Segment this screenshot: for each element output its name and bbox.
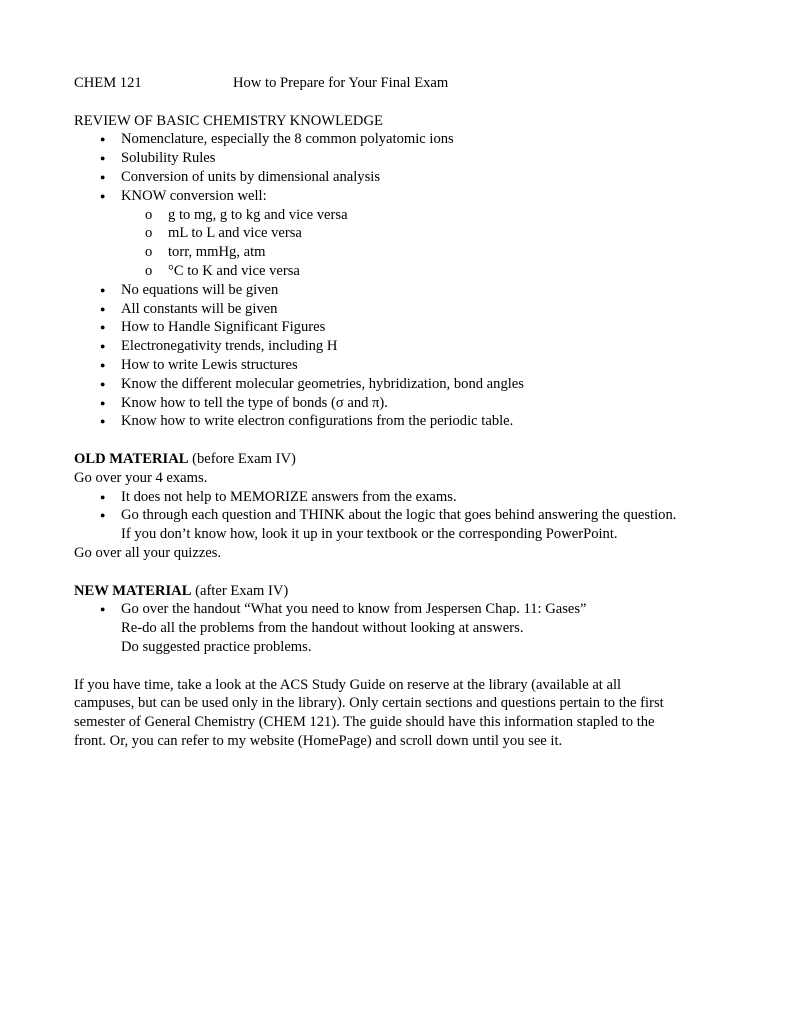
bullet-icon: ● [100, 416, 106, 427]
bullet-icon: ● [100, 359, 106, 370]
course-code: CHEM 121 [74, 75, 142, 91]
list-item-continuation: Re-do all the problems from the handout without looking at answers. [121, 620, 524, 637]
bullet-icon: ● [100, 322, 106, 333]
list-item: ● How to write Lewis structures [100, 356, 298, 373]
sub-list-item: o torr, mmHg, atm [145, 244, 266, 261]
paragraph-line: semester of General Chemistry (CHEM 121). The guide should have this information stapled to the [74, 714, 655, 731]
bullet-icon: ● [100, 284, 106, 295]
list-item: ● Solubility Rules [100, 150, 216, 167]
list-item: ● Go through each question and THINK about the logic that goes behind answering the question. [100, 507, 677, 524]
document-page [74, 74, 724, 751]
paragraph-line: front. Or, you can refer to my website (HomePage) and scroll down until you see it. [74, 732, 563, 749]
sub-list-item: o g to mg, g to kg and vice versa [145, 206, 348, 223]
list-item: ● Conversion of units by dimensional analysis [100, 168, 381, 185]
circle-bullet-icon: o [145, 244, 153, 261]
list-item: ● Go over the handout “What you need to know from Jespersen Chap. 11: Gases” [100, 601, 587, 618]
list-item-continuation: If you don’t know how, look it up in your textbook or the corresponding PowerPoint. [121, 526, 618, 543]
paragraph-line: If you have time, take a look at the ACS Study Guide on reserve at the library (available at all [74, 676, 622, 693]
bullet-icon: ● [100, 303, 106, 314]
circle-bullet-icon: o [145, 225, 153, 242]
list-item: ● No equations will be given [100, 281, 279, 298]
bullet-icon: ● [100, 491, 106, 502]
sub-list-item: o mL to L and vice versa [145, 225, 302, 242]
list-item: ● It does not help to MEMORIZE answers from the exams. [100, 488, 457, 505]
list-item: ● Electronegativity trends, including H [100, 338, 338, 355]
bullet-icon: ● [100, 378, 106, 389]
bullet-icon: ● [100, 171, 106, 182]
bullet-icon: ● [100, 153, 106, 164]
old-material-heading: OLD MATERIAL (before Exam IV) [74, 450, 296, 467]
list-item: ● Know how to tell the type of bonds (σ and π). [100, 394, 388, 411]
circle-bullet-icon: o [145, 206, 153, 223]
list-item: ● KNOW conversion well: [100, 187, 267, 204]
old-material-outro: Go over all your quizzes. [74, 544, 222, 561]
review-heading: REVIEW OF BASIC CHEMISTRY KNOWLEDGE [74, 112, 383, 129]
bullet-icon: ● [100, 604, 106, 615]
list-item: ● All constants will be given [100, 300, 278, 317]
sub-list-item: o °C to K and vice versa [145, 262, 300, 279]
bullet-icon: ● [100, 510, 106, 521]
bullet-icon: ● [100, 190, 106, 201]
bullet-icon: ● [100, 134, 106, 145]
document-title: How to Prepare for Your Final Exam [233, 75, 449, 91]
old-material-intro: Go over your 4 exams. [74, 469, 208, 486]
list-item: ● Know how to write electron configurations from the periodic table. [100, 413, 514, 430]
bullet-icon: ● [100, 341, 106, 352]
list-item: ● Nomenclature, especially the 8 common polyatomic ions [100, 131, 454, 148]
list-item-continuation: Do suggested practice problems. [121, 638, 312, 655]
paragraph-line: campuses, but can be used only in the library). Only certain sections and questions pertain to the first [74, 695, 664, 712]
document-header [74, 74, 724, 93]
circle-bullet-icon: o [145, 262, 153, 279]
new-material-heading: NEW MATERIAL (after Exam IV) [74, 582, 289, 599]
list-item: ● Know the different molecular geometries, hybridization, bond angles [100, 375, 524, 392]
bullet-icon: ● [100, 397, 106, 408]
closing-paragraph [74, 676, 724, 751]
list-item: ● How to Handle Significant Figures [100, 319, 326, 336]
